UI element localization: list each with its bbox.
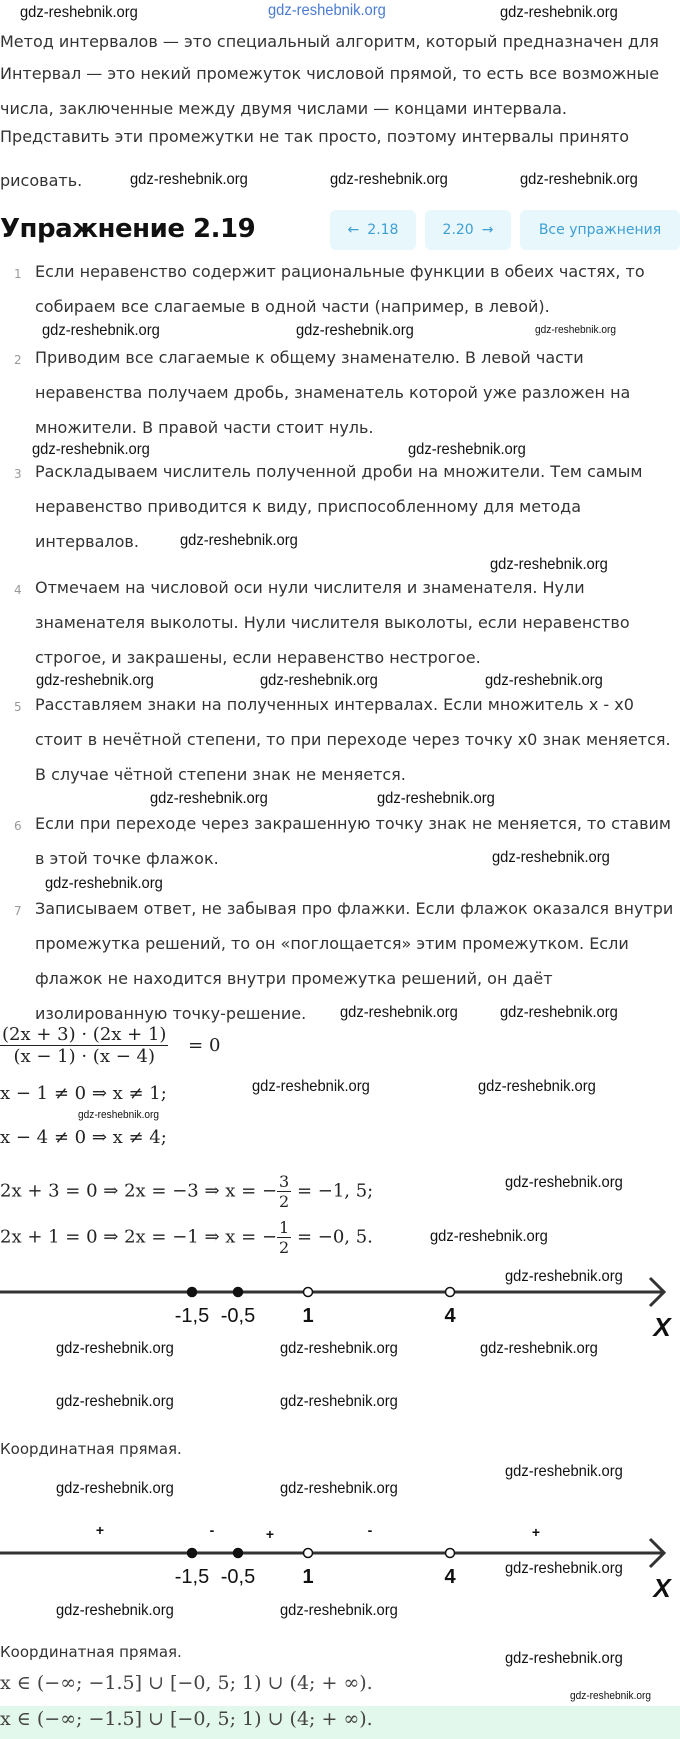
step-text: Расставляем знаки на полученных интервалах. Если множитель x - x0 [35,695,634,714]
step-text: Раскладываем числитель полученной дроби на множители. Тем самым [35,462,643,481]
number-line-with-signs [0,1500,680,1600]
math-text: 2x + 3 = 0 ⇒ 2x = −3 ⇒ x = − [0,1180,278,1202]
math-text: = −0, 5. [296,1226,373,1248]
numerator: (2x + 3) · (2x + 1) [2,1024,167,1045]
step-text: Если неравенство содержит рациональные функции в обеих частях, то [35,262,645,281]
watermark: gdz-reshebnik.org [478,1078,596,1095]
watermark: gdz-reshebnik.org [268,2,386,19]
watermark: gdz-reshebnik.org [150,790,268,807]
step-number: 6 [14,819,22,833]
watermark: gdz-reshebnik.org [485,672,603,689]
intro-line: Интервал — это некий промежуток числовой прямой, то есть все возможные [0,64,660,83]
interval-sign: + [531,1524,541,1540]
watermark: gdz-reshebnik.org [535,324,617,336]
point-label: 1 [302,1566,314,1588]
watermark: gdz-reshebnik.org [505,1560,623,1577]
watermark: gdz-reshebnik.org [45,875,163,892]
watermark: gdz-reshebnik.org [252,1078,370,1095]
watermark: gdz-reshebnik.org [377,790,495,807]
watermark: gdz-reshebnik.org [505,1268,623,1285]
step-number: 2 [14,353,22,367]
step-number: 4 [14,583,22,597]
watermark: gdz-reshebnik.org [330,171,448,188]
intro-line: числа, заключенные между двумя числами — концами интервала. [0,99,568,118]
point-label: -0,5 [220,1566,256,1588]
step-text: Записываем ответ, не забывая про флажки. Если флажок оказался внутри [35,899,674,918]
fraction-numerator: 3 [279,1172,290,1191]
point-label: 4 [444,1566,456,1588]
watermark: gdz-reshebnik.org [430,1228,548,1245]
math-line [0,1218,373,1257]
step-text: знаменателя выколоты. Нули числителя выколоты, если неравенство [35,613,630,632]
fraction-numerator: 1 [279,1218,290,1237]
step-text: В случае чётной степени знак не меняется. [35,765,406,784]
step-text: Если при переходе через закрашенную точку знак не меняется, то ставим [35,814,671,833]
watermark: gdz-reshebnik.org [78,1109,160,1121]
watermark: gdz-reshebnik.org [56,1602,174,1619]
step-number: 3 [14,467,22,481]
step-text: неравенство приводится к виду, приспособленному для метода [35,497,582,516]
interval-sign: + [265,1526,275,1542]
watermark: gdz-reshebnik.org [505,1174,623,1191]
step-text: строгое, и закрашены, если неравенство нестрогое. [35,648,481,667]
point-label: -1,5 [174,1566,210,1588]
watermark: gdz-reshebnik.org [296,322,414,339]
watermark: gdz-reshebnik.org [500,4,618,21]
math-line: x − 4 ≠ 0 ⇒ x ≠ 4; [0,1127,167,1148]
watermark: gdz-reshebnik.org [56,1393,174,1410]
step-text: множители. В правой части стоит нуль. [35,418,374,437]
interval-sign: - [209,1522,215,1538]
watermark: gdz-reshebnik.org [42,322,160,339]
watermark: gdz-reshebnik.org [520,171,638,188]
equation-fraction [0,1024,220,1067]
fraction-denominator: 2 [279,1238,290,1257]
point-marker [188,1288,197,1297]
watermark: gdz-reshebnik.org [56,1480,174,1497]
arrow-right-icon: → [481,222,494,238]
step-text: собираем все слагаемые в одной части (например, в левой). [35,297,550,316]
point-label: 4 [444,1305,456,1327]
watermark: gdz-reshebnik.org [20,4,138,21]
watermark: gdz-reshebnik.org [280,1602,398,1619]
math-text: = −1, 5; [296,1180,374,1202]
point-marker [304,1549,313,1558]
step-text: Отмечаем на числовой оси нули числителя и знаменателя. Нули [35,578,585,597]
step-number: 1 [14,267,22,281]
point-marker [234,1549,243,1558]
watermark: gdz-reshebnik.org [180,532,298,549]
intro-line: рисовать. [0,171,83,190]
watermark: gdz-reshebnik.org [570,1690,652,1702]
equation-rhs: = 0 [188,1034,221,1056]
step-text: флажок не находится внутри промежутка решений, он даёт [35,969,553,988]
watermark: gdz-reshebnik.org [56,1340,174,1357]
watermark: gdz-reshebnik.org [505,1463,623,1480]
final-answer: x ∈ (−∞; −1.5] ∪ [−0, 5; 1) ∪ (4; + ∞). [0,1708,373,1730]
step-text: интервалов. [35,532,139,551]
point-marker [234,1288,243,1297]
caption: Координатная прямая. [0,1643,182,1661]
next-exercise-label: 2.20 [442,222,474,238]
point-marker [188,1549,197,1558]
point-label: 1 [302,1305,314,1327]
point-label: -1,5 [174,1305,210,1327]
point-label: -0,5 [220,1305,256,1327]
answer: x ∈ (−∞; −1.5] ∪ [−0, 5; 1) ∪ (4; + ∞). [0,1672,373,1694]
fraction-denominator: 2 [279,1192,290,1211]
interval-sign: - [367,1522,373,1538]
axis-label: X [653,1573,671,1600]
step-number: 7 [14,904,22,918]
step-text: изолированную точку-решение. [35,1004,307,1023]
watermark: gdz-reshebnik.org [492,849,610,866]
intro-line: Метод интервалов — это специальный алгоритм, который предназначен для [0,32,659,51]
prev-exercise-button[interactable] [330,210,416,250]
caption: Координатная прямая. [0,1440,182,1458]
intro-line: Представить эти промежутки не так просто, поэтому интервалы принято [0,127,630,146]
watermark: gdz-reshebnik.org [490,556,608,573]
point-marker [446,1288,455,1297]
watermark: gdz-reshebnik.org [280,1393,398,1410]
watermark: gdz-reshebnik.org [505,1650,623,1667]
watermark: gdz-reshebnik.org [280,1480,398,1497]
math-line [0,1172,373,1211]
prev-exercise-label: 2.18 [367,222,399,238]
step-text: неравенства получаем дробь, знаменатель которой уже разложен на [35,383,631,402]
watermark: gdz-reshebnik.org [32,441,150,458]
point-marker [446,1549,455,1558]
math-text: 2x + 1 = 0 ⇒ 2x = −1 ⇒ x = − [0,1226,278,1248]
step-text: Приводим все слагаемые к общему знаменателю. В левой части [35,348,584,367]
arrow-left-icon: ← [347,222,360,238]
step-text: стоит в нечётной степени, то при переходе через точку x0 знак меняется. [35,730,671,749]
next-exercise-button[interactable] [425,210,511,250]
point-marker [304,1288,313,1297]
watermark: gdz-reshebnik.org [280,1340,398,1357]
step-text: в этой точке флажок. [35,849,219,868]
watermark: gdz-reshebnik.org [260,672,378,689]
page-title: Упражнение 2.19 [0,214,256,244]
watermark: gdz-reshebnik.org [408,441,526,458]
all-exercises-button[interactable] [520,210,680,250]
step-number: 5 [14,700,22,714]
step-text: промежутка решений, то он «поглощается» этим промежутком. Если [35,934,629,953]
watermark: gdz-reshebnik.org [340,1004,458,1021]
watermark: gdz-reshebnik.org [36,672,154,689]
all-exercises-label: Все упражнения [538,222,662,238]
axis-label: X [653,1312,671,1342]
watermark: gdz-reshebnik.org [130,171,248,188]
watermark: gdz-reshebnik.org [480,1340,598,1357]
interval-sign: + [95,1522,105,1538]
math-line: x − 1 ≠ 0 ⇒ x ≠ 1; [0,1083,167,1104]
watermark: gdz-reshebnik.org [500,1004,618,1021]
denominator: (x − 1) · (x − 4) [13,1046,155,1067]
